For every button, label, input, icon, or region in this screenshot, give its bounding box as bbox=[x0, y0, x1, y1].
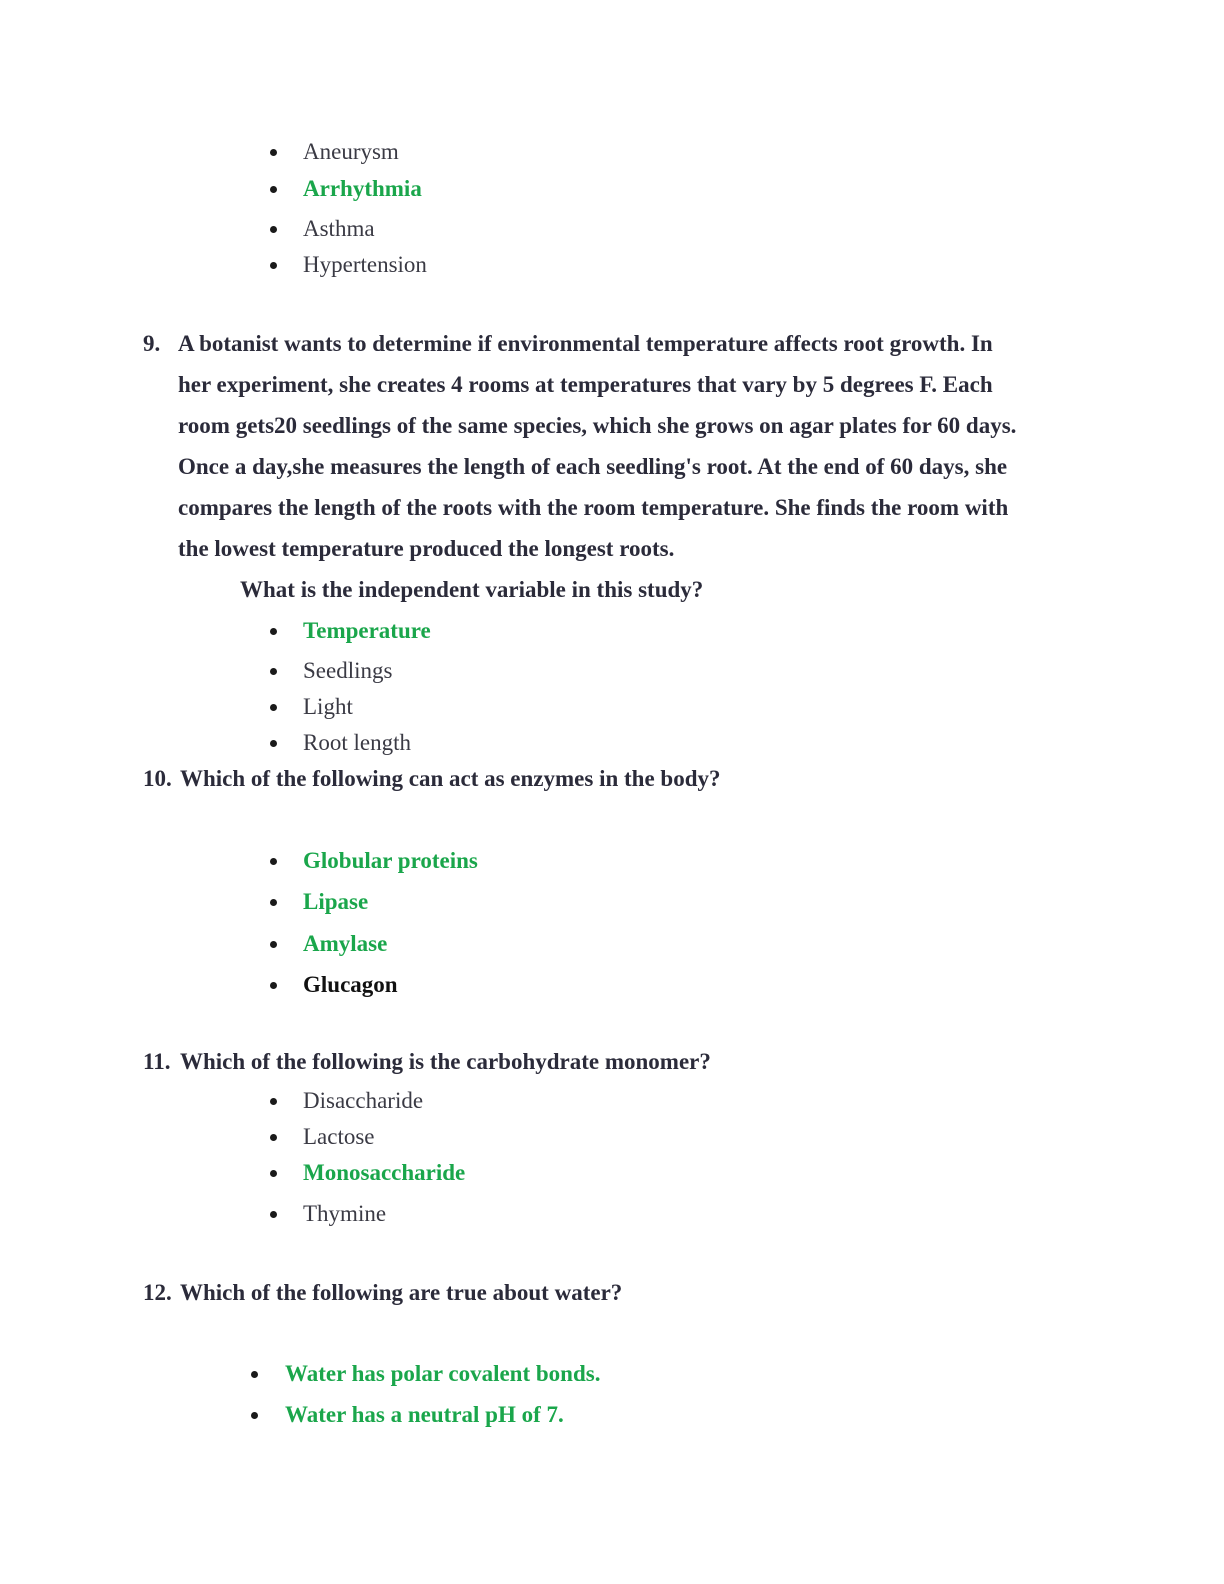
bullet-icon bbox=[270, 628, 277, 635]
q11-option-4: Thymine bbox=[303, 1201, 387, 1226]
question-prompt: What is the independent variable in this study? bbox=[240, 577, 704, 602]
bullet-icon bbox=[270, 740, 277, 747]
question-text-line: the lowest temperature produced the longest roots. bbox=[178, 536, 675, 561]
bullet-icon bbox=[270, 1134, 277, 1141]
question-number: 11. bbox=[143, 1049, 171, 1074]
question-text-line: A botanist wants to determine if environmental temperature affects root growth. In bbox=[178, 331, 993, 356]
q12-option-2: Water has a neutral pH of 7. bbox=[285, 1402, 564, 1427]
q9-option-2: Seedlings bbox=[303, 658, 393, 683]
q11-option-1: Disaccharide bbox=[303, 1088, 424, 1113]
bullet-icon bbox=[270, 982, 277, 989]
q10-option-2: Lipase bbox=[303, 889, 369, 914]
q8-option-3: Asthma bbox=[303, 216, 375, 241]
bullet-icon bbox=[270, 262, 277, 269]
question-text: Which of the following is the carbohydrate monomer? bbox=[180, 1049, 711, 1074]
q11-option-3: Monosaccharide bbox=[303, 1160, 466, 1185]
q9-option-4: Root length bbox=[303, 730, 411, 755]
bullet-icon bbox=[270, 186, 277, 193]
bullet-icon bbox=[270, 1098, 277, 1105]
bullet-icon bbox=[270, 1170, 277, 1177]
bullet-icon bbox=[270, 899, 277, 906]
q9-option-3: Light bbox=[303, 694, 353, 719]
bullet-icon bbox=[251, 1412, 258, 1419]
q8-option-4: Hypertension bbox=[303, 252, 427, 277]
bullet-icon bbox=[270, 226, 277, 233]
question-number: 9. bbox=[143, 331, 161, 356]
bullet-icon bbox=[270, 858, 277, 865]
question-text-line: Once a day,she measures the length of each seedling's root. At the end of 60 days, she bbox=[178, 454, 1008, 479]
bullet-icon bbox=[270, 668, 277, 675]
question-text: Which of the following can act as enzymes in the body? bbox=[180, 766, 721, 791]
bullet-icon bbox=[270, 149, 277, 156]
bullet-icon bbox=[270, 941, 277, 948]
bullet-icon bbox=[251, 1371, 258, 1378]
question-text-line: her experiment, she creates 4 rooms at temperatures that vary by 5 degrees F. Each bbox=[178, 372, 993, 397]
question-text-line: compares the length of the roots with the room temperature. She finds the room with bbox=[178, 495, 1009, 520]
q11-option-2: Lactose bbox=[303, 1124, 375, 1149]
question-text: Which of the following are true about water? bbox=[180, 1280, 623, 1305]
q8-option-2: Arrhythmia bbox=[303, 176, 422, 201]
q10-option-4: Glucagon bbox=[303, 972, 398, 997]
q8-option-1: Aneurysm bbox=[303, 139, 399, 164]
q10-option-3: Amylase bbox=[303, 931, 388, 956]
q12-option-1: Water has polar covalent bonds. bbox=[285, 1361, 601, 1386]
q9-option-1: Temperature bbox=[303, 618, 431, 643]
question-text-line: room gets20 seedlings of the same species, which she grows on agar plates for 60 days. bbox=[178, 413, 1017, 438]
bullet-icon bbox=[270, 1211, 277, 1218]
question-number: 12. bbox=[143, 1280, 172, 1305]
question-number: 10. bbox=[143, 766, 172, 791]
bullet-icon bbox=[270, 704, 277, 711]
q10-option-1: Globular proteins bbox=[303, 848, 478, 873]
